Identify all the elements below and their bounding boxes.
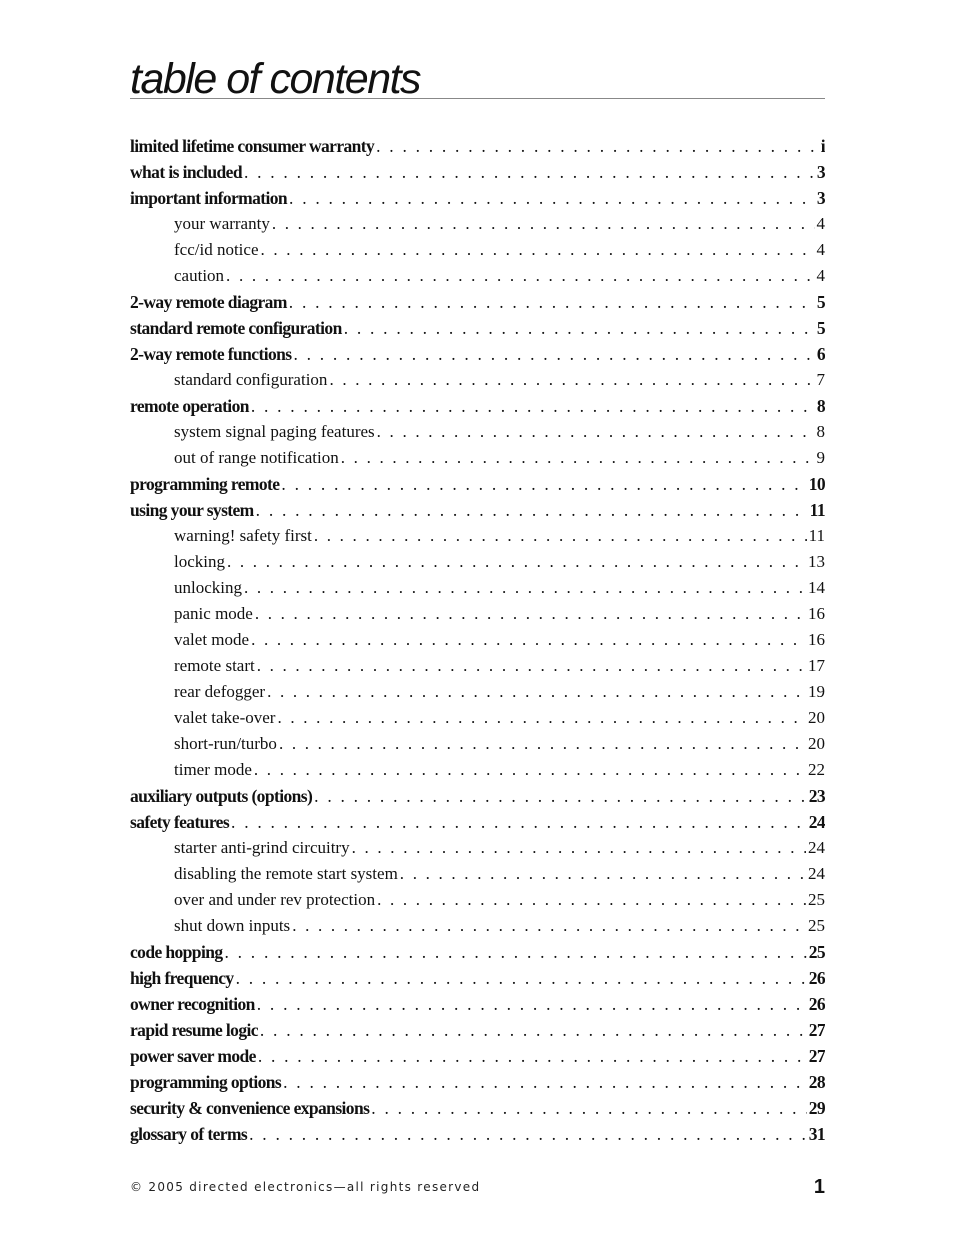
toc-entry xyxy=(130,133,825,159)
toc-entry-page: 16 xyxy=(808,630,825,649)
toc-entry-title: rear defogger xyxy=(174,682,266,701)
toc-entry-title: security & convenience expansions xyxy=(130,1098,370,1118)
toc-entry-page: 3 xyxy=(816,188,825,208)
toc-entry-title: locking xyxy=(174,552,225,571)
toc-entry xyxy=(130,523,825,549)
toc-entry-title: high frequency xyxy=(130,968,234,988)
toc-entry-page: 13 xyxy=(808,552,825,571)
toc-entry xyxy=(130,1095,825,1121)
toc-entry-title: valet mode xyxy=(174,630,250,649)
toc-entry-title: using your system xyxy=(130,500,254,520)
toc-entry-page: 3 xyxy=(816,162,825,182)
toc-entry-title: system signal paging features xyxy=(174,422,375,441)
toc-entry-page: 20 xyxy=(808,708,825,727)
dot-leader xyxy=(226,263,814,289)
dot-leader xyxy=(279,731,806,757)
toc-entry-title: safety features xyxy=(130,812,230,832)
dot-leader xyxy=(289,185,815,211)
dot-leader xyxy=(272,211,815,237)
toc-entry xyxy=(130,679,825,705)
toc-entry-title: code hopping xyxy=(130,942,223,962)
toc-entry-title: unlocking xyxy=(174,578,242,597)
toc-entry-page: 28 xyxy=(808,1072,825,1092)
dot-leader xyxy=(225,939,807,965)
toc-entry xyxy=(130,627,825,653)
dot-leader xyxy=(255,601,806,627)
toc-entry-page: 25 xyxy=(808,916,825,935)
dot-leader xyxy=(341,445,815,471)
toc-entry-title: short-run/turbo xyxy=(174,734,277,753)
dot-leader xyxy=(267,679,806,705)
toc-entry-page: 25 xyxy=(808,942,825,962)
toc-entry-title: out of range notification xyxy=(174,448,339,467)
dot-leader xyxy=(261,237,815,263)
toc-entry-title: valet take-over xyxy=(174,708,276,727)
dot-leader xyxy=(251,627,806,653)
toc-entry-title: warning! safety first xyxy=(174,526,312,545)
dot-leader xyxy=(256,497,808,523)
toc-entry-page: 31 xyxy=(808,1124,825,1144)
toc-entry-title: important information xyxy=(130,188,288,208)
dot-leader xyxy=(293,341,814,367)
toc-entry-title: remote operation xyxy=(130,396,249,416)
dot-leader xyxy=(292,913,806,939)
dot-leader xyxy=(231,809,807,835)
toc-entry-page: 10 xyxy=(808,474,825,494)
toc-entry xyxy=(130,1043,825,1069)
dot-leader xyxy=(377,419,815,445)
toc-entry-title: over and under rev protection xyxy=(174,890,376,909)
toc-entry xyxy=(130,159,825,185)
toc-entry-page: 26 xyxy=(808,968,825,988)
toc-entry-title: what is included xyxy=(130,162,242,182)
dot-leader xyxy=(289,289,815,315)
toc-entry-title: caution xyxy=(174,266,225,285)
toc-entry-title: remote start xyxy=(174,656,255,675)
dot-leader xyxy=(329,367,814,393)
toc-entry xyxy=(130,731,825,757)
toc-entry xyxy=(130,445,825,471)
toc-entry xyxy=(130,471,825,497)
dot-leader xyxy=(249,1121,807,1147)
toc-entry xyxy=(130,211,825,237)
toc-entry-page: i xyxy=(820,136,825,156)
dot-leader xyxy=(314,523,807,549)
toc-entry-title: power saver mode xyxy=(130,1046,256,1066)
toc-entry-title: fcc/id notice xyxy=(174,240,259,259)
page-number: 1 xyxy=(813,1176,825,1198)
toc-entry-page: 25 xyxy=(808,890,825,909)
dot-leader xyxy=(344,315,815,341)
dot-leader xyxy=(277,705,806,731)
toc-entry-page: 24 xyxy=(808,838,825,857)
page-title: table of contents xyxy=(130,55,421,103)
toc-entry-page: 27 xyxy=(808,1020,825,1040)
toc-entry-title: starter anti-grind circuitry xyxy=(174,838,350,857)
toc-entry-title: programming options xyxy=(130,1072,282,1092)
table-of-contents xyxy=(130,133,825,1147)
toc-entry xyxy=(130,601,825,627)
dot-leader xyxy=(260,1017,807,1043)
dot-leader xyxy=(254,757,806,783)
dot-leader xyxy=(400,861,806,887)
toc-entry xyxy=(130,653,825,679)
toc-entry-page: 4 xyxy=(816,214,825,233)
toc-entry xyxy=(130,965,825,991)
toc-entry-title: glossary of terms xyxy=(130,1124,248,1144)
toc-entry xyxy=(130,1069,825,1095)
title-underline xyxy=(130,98,825,99)
toc-entry xyxy=(130,185,825,211)
toc-entry xyxy=(130,913,825,939)
dot-leader xyxy=(314,783,807,809)
toc-entry xyxy=(130,497,825,523)
dot-leader xyxy=(352,835,806,861)
toc-entry xyxy=(130,263,825,289)
toc-entry-page: 6 xyxy=(816,344,825,364)
toc-entry-page: 26 xyxy=(808,994,825,1014)
toc-entry-page: 8 xyxy=(816,396,825,416)
toc-entry-page: 22 xyxy=(808,760,825,779)
toc-entry xyxy=(130,991,825,1017)
toc-entry-title: 2-way remote functions xyxy=(130,344,292,364)
toc-entry-title: disabling the remote start system xyxy=(174,864,398,883)
dot-leader xyxy=(244,159,815,185)
toc-entry-title: auxiliary outputs (options) xyxy=(130,786,313,806)
dot-leader xyxy=(281,471,806,497)
dot-leader xyxy=(258,1043,807,1069)
toc-entry xyxy=(130,1121,825,1147)
toc-entry xyxy=(130,341,825,367)
toc-entry xyxy=(130,757,825,783)
toc-entry-page: 5 xyxy=(816,318,825,338)
toc-entry xyxy=(130,419,825,445)
toc-entry-title: timer mode xyxy=(174,760,252,779)
toc-entry-page: 23 xyxy=(808,786,825,806)
toc-entry-page: 14 xyxy=(808,578,825,597)
toc-entry xyxy=(130,705,825,731)
toc-entry-page: 24 xyxy=(808,864,825,883)
toc-entry xyxy=(130,861,825,887)
copyright-footer: © 2005 directed electronics—all rights reserved xyxy=(130,1180,481,1194)
toc-entry-page: 4 xyxy=(816,266,825,285)
toc-entry xyxy=(130,289,825,315)
toc-entry-page: 29 xyxy=(808,1098,825,1118)
toc-entry-page: 11 xyxy=(808,526,825,545)
toc-entry-title: shut down inputs xyxy=(174,916,291,935)
toc-entry xyxy=(130,575,825,601)
dot-leader xyxy=(283,1069,807,1095)
toc-entry-title: standard remote configuration xyxy=(130,318,342,338)
dot-leader xyxy=(371,1095,806,1121)
toc-entry-page: 24 xyxy=(808,812,825,832)
toc-entry-page: 19 xyxy=(808,682,825,701)
toc-entry-page: 4 xyxy=(816,240,825,259)
toc-entry-title: panic mode xyxy=(174,604,253,623)
toc-entry-page: 7 xyxy=(816,370,825,389)
dot-leader xyxy=(257,653,806,679)
toc-entry xyxy=(130,367,825,393)
toc-entry xyxy=(130,237,825,263)
toc-entry xyxy=(130,939,825,965)
dot-leader xyxy=(236,965,807,991)
toc-entry xyxy=(130,835,825,861)
toc-entry-page: 5 xyxy=(816,292,825,312)
toc-entry-page: 17 xyxy=(808,656,825,675)
toc-entry-title: programming remote xyxy=(130,474,280,494)
dot-leader xyxy=(227,549,806,575)
toc-entry xyxy=(130,549,825,575)
toc-entry-page: 20 xyxy=(808,734,825,753)
dot-leader xyxy=(251,393,815,419)
toc-entry-title: 2-way remote diagram xyxy=(130,292,287,312)
dot-leader xyxy=(244,575,806,601)
dot-leader xyxy=(377,887,806,913)
toc-entry-title: limited lifetime consumer warranty xyxy=(130,136,375,156)
toc-entry-title: standard configuration xyxy=(174,370,328,389)
toc-entry-title: owner recognition xyxy=(130,994,255,1014)
toc-entry xyxy=(130,783,825,809)
toc-entry-page: 11 xyxy=(809,500,825,520)
toc-entry-page: 8 xyxy=(816,422,825,441)
toc-entry xyxy=(130,809,825,835)
toc-entry xyxy=(130,315,825,341)
dot-leader xyxy=(257,991,807,1017)
toc-entry-page: 16 xyxy=(808,604,825,623)
toc-entry xyxy=(130,393,825,419)
toc-entry-title: rapid resume logic xyxy=(130,1020,258,1040)
toc-entry-page: 9 xyxy=(816,448,825,467)
toc-entry xyxy=(130,1017,825,1043)
toc-entry xyxy=(130,887,825,913)
dot-leader xyxy=(376,133,819,159)
toc-entry-title: your warranty xyxy=(174,214,270,233)
toc-entry-page: 27 xyxy=(808,1046,825,1066)
